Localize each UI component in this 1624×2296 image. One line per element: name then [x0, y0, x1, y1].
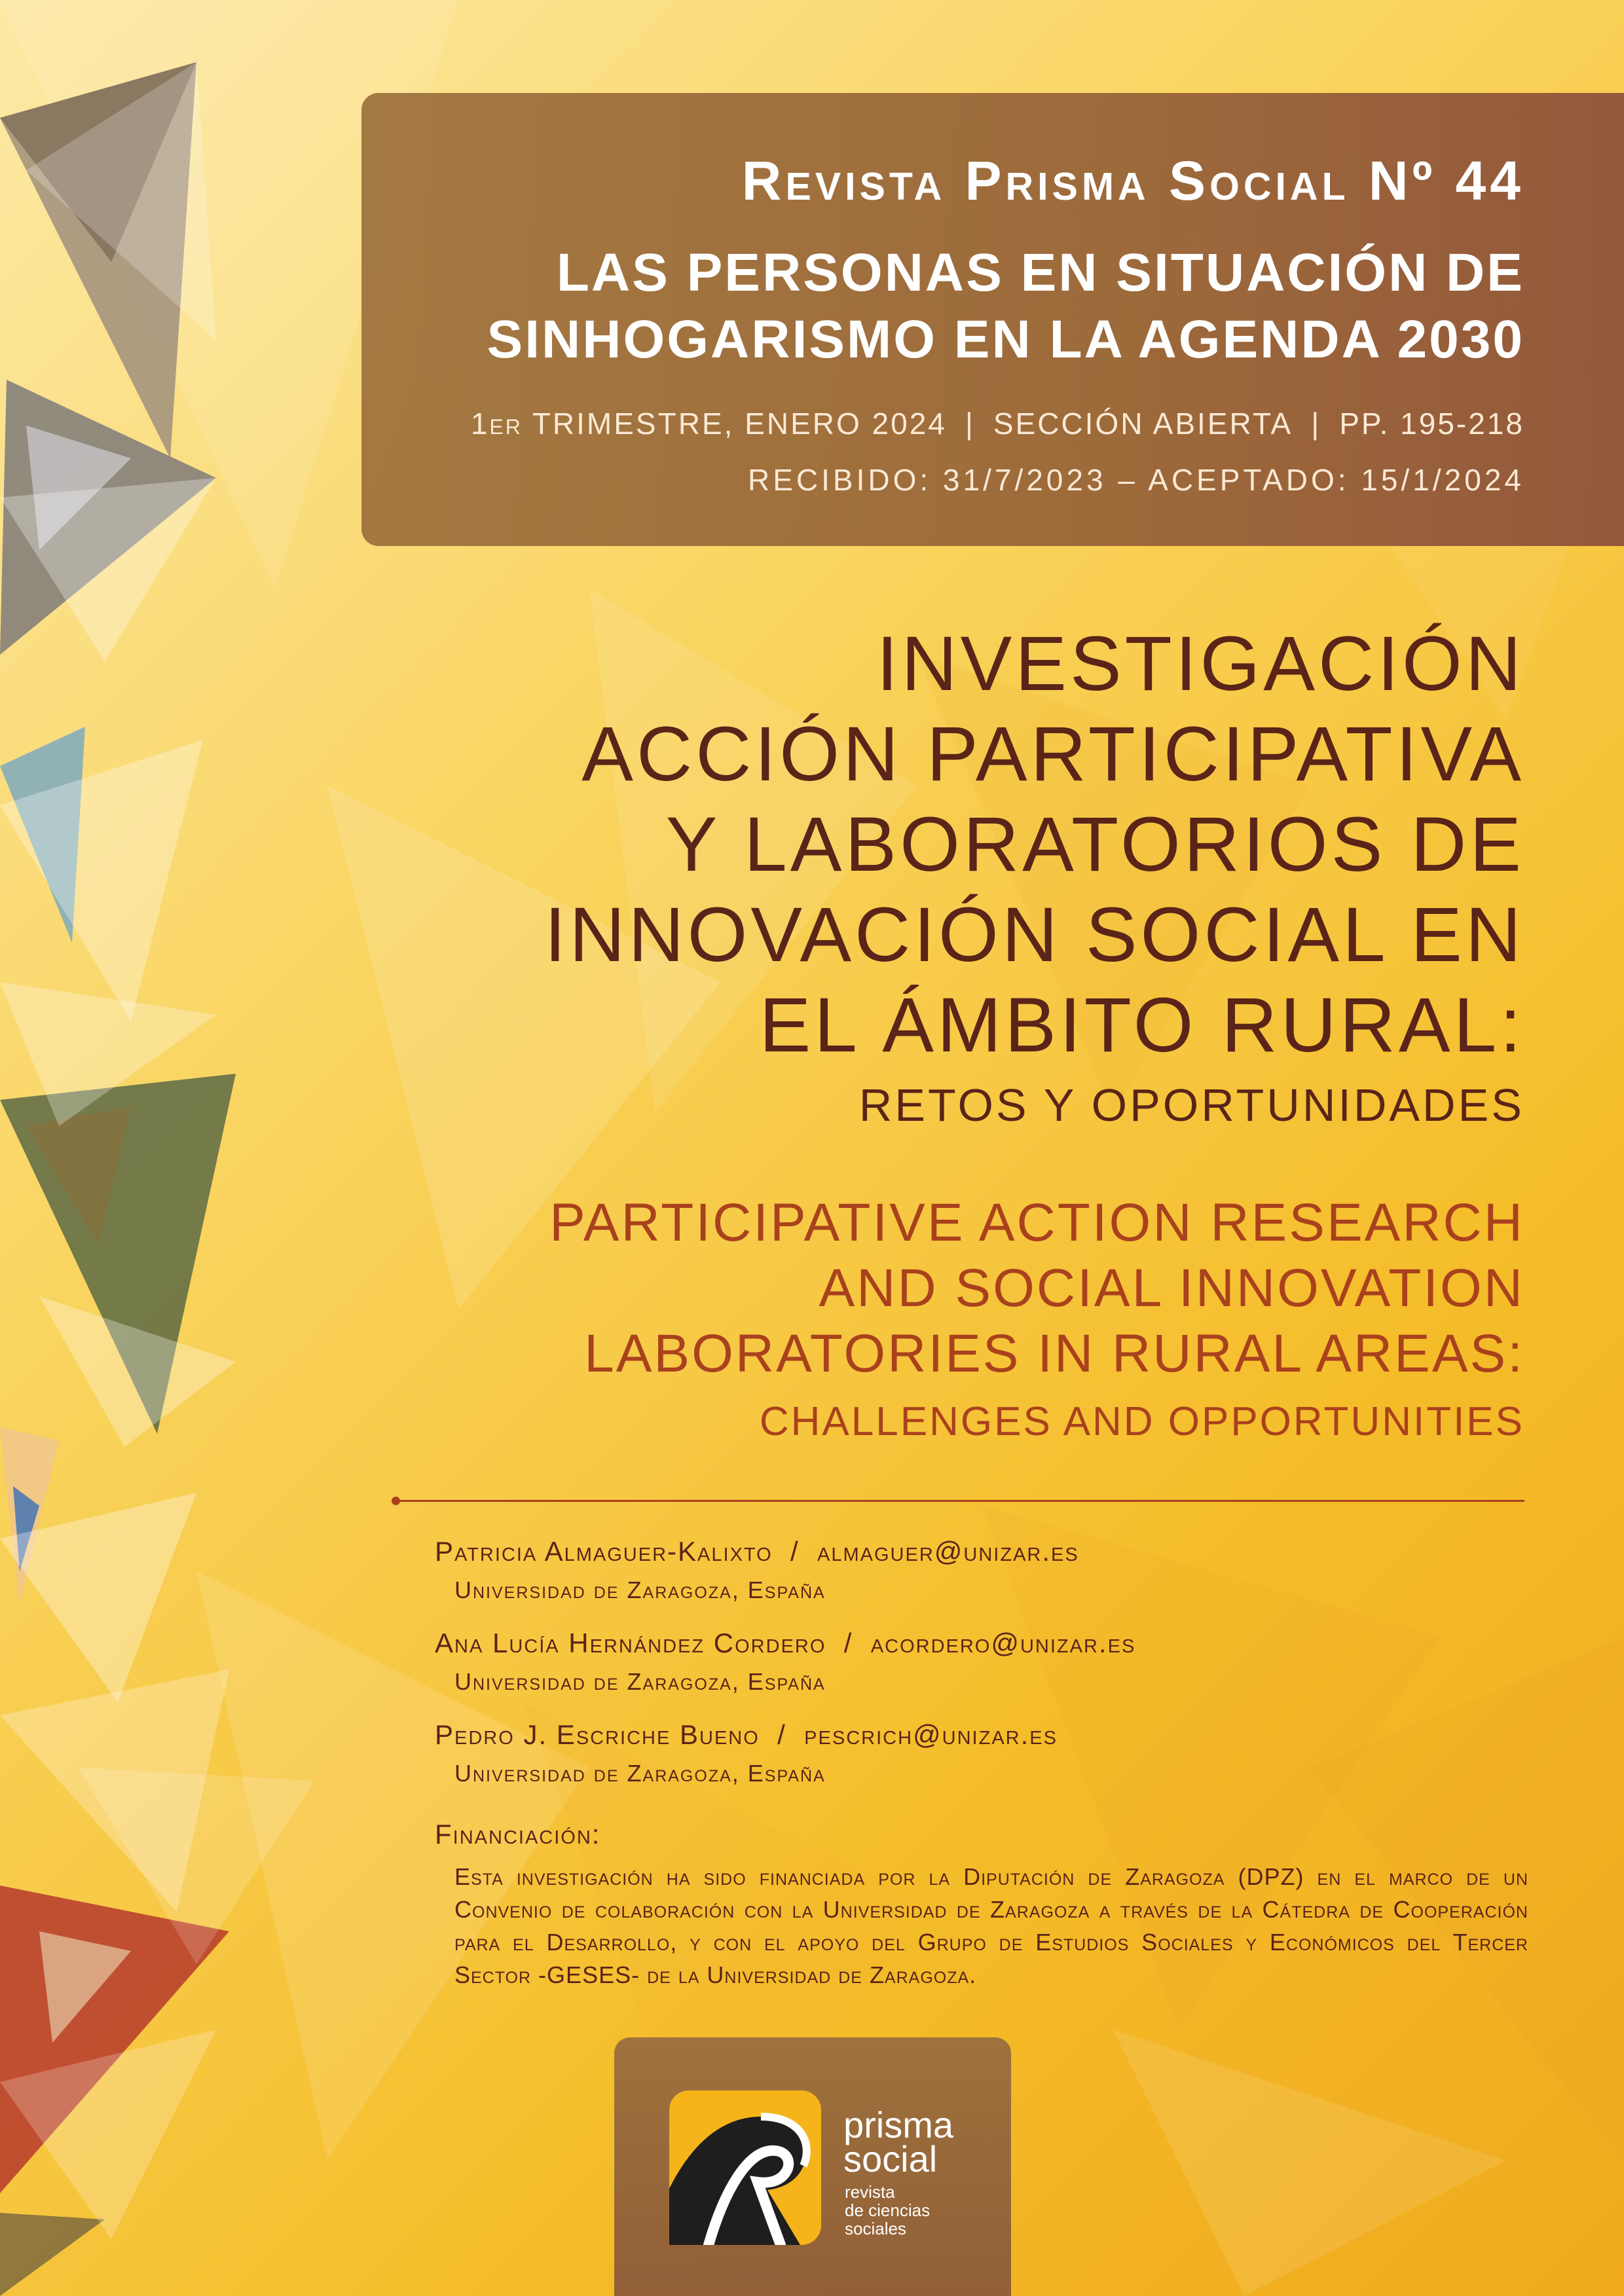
logo-word-social: social: [843, 2138, 938, 2179]
author-name: Patricia Almaguer-Kalixto: [435, 1536, 773, 1567]
author-affiliation: Universidad de Zaragoza, España: [454, 1576, 826, 1603]
logo-tagline-line: revista: [845, 2182, 895, 2202]
author-separator: /: [768, 1719, 796, 1750]
issue-meta: [471, 406, 1524, 441]
author-entry: [435, 1628, 1535, 1719]
section: SECCIÓN ABIERTA: [993, 407, 1293, 441]
author-affiliation: Universidad de Zaragoza, España: [454, 1760, 826, 1787]
author-separator: /: [781, 1536, 809, 1567]
title-es-line: INVESTIGACIÓN: [876, 621, 1524, 707]
divider-line: [396, 1500, 1524, 1502]
logo-tagline-line: sociales: [845, 2219, 906, 2238]
title-es-line: INNOVACIÓN SOCIAL EN: [544, 892, 1524, 978]
article-title-en: [549, 1190, 1524, 1387]
received-accepted-dates: RECIBIDO: 31/7/2023 – ACEPTADO: 15/1/2024: [747, 463, 1524, 497]
author-name: Pedro J. Escriche Bueno: [435, 1719, 760, 1750]
title-es-line: Y LABORATORIOS DE: [665, 801, 1524, 888]
article-title-es: [544, 619, 1524, 1070]
logo-word-prisma: prisma: [843, 2104, 954, 2145]
funding-text: Esta investigación ha sido financiada por la Diputación de Zaragoza (DPZ) en el marco de un Convenio de colaboración con la Universidad de Zaragoza a través de la Cátedra de Cooperación para el Desarrollo, y con el apoyo del Grupo de Estudios Sociales y Económicos del Tercer Sector -GESES- de la Universidad de Zaragoza.: [454, 1863, 1528, 1988]
author-email-link[interactable]: acordero@unizar.es: [870, 1628, 1136, 1658]
authors-list: [435, 1536, 1535, 1811]
author-separator: /: [835, 1628, 862, 1658]
author-email-link[interactable]: pescrich@unizar.es: [804, 1719, 1058, 1750]
separator: |: [1311, 407, 1321, 441]
pages: PP. 195-218: [1339, 407, 1524, 441]
issue-title-line: SINHOGARISMO EN LA AGENDA 2030: [487, 310, 1524, 369]
author-affiliation: Universidad de Zaragoza, España: [454, 1668, 826, 1695]
funding-section: [435, 1819, 1528, 1992]
title-es-line: ACCIÓN PARTICIPATIVA: [581, 711, 1524, 797]
issue-title: [487, 240, 1524, 373]
funding-label: Financiación:: [435, 1819, 601, 1850]
article-subtitle-es: RETOS Y OPORTUNIDADES: [858, 1080, 1524, 1131]
article-subtitle-en: CHALLENGES AND OPPORTUNITIES: [759, 1399, 1524, 1444]
title-en-line: PARTICIPATIVE ACTION RESEARCH: [549, 1193, 1524, 1252]
period: TRIMESTRE, ENERO 2024: [532, 407, 947, 441]
prisma-social-logo-icon: [669, 2090, 821, 2245]
logo-tagline: [845, 2183, 930, 2238]
title-en-line: LABORATORIES IN RURAL AREAS:: [584, 1324, 1524, 1383]
logo-tagline-line: de ciencias: [845, 2200, 931, 2220]
divider-dot: [392, 1497, 400, 1505]
journal-title: Revista Prisma Social Nº 44: [741, 150, 1524, 211]
separator: |: [965, 407, 975, 441]
author-email-link[interactable]: almaguer@unizar.es: [817, 1536, 1079, 1567]
author-name: Ana Lucía Hernández Cordero: [435, 1628, 826, 1658]
period-prefix: 1er: [470, 407, 523, 441]
title-es-line: EL ÁMBITO RURAL:: [759, 982, 1524, 1068]
title-en-line: AND SOCIAL INNOVATION: [819, 1258, 1524, 1318]
issue-title-line: LAS PERSONAS EN SITUACIÓN DE: [556, 243, 1524, 302]
author-entry: [435, 1719, 1535, 1811]
author-entry: [435, 1536, 1535, 1628]
